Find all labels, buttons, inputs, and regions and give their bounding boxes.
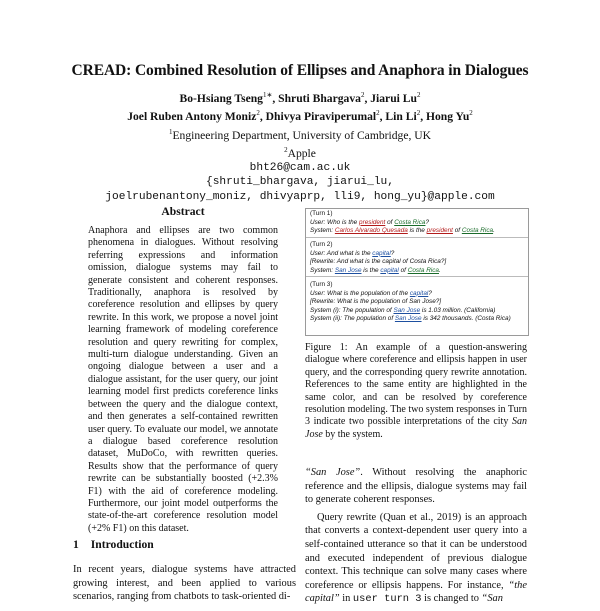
system-utterance-ii: System (ii): The population of San Jose is 342 thousands. (Costa Rica) xyxy=(310,315,511,323)
turn-label: (Turn 3) xyxy=(310,281,333,288)
system-utterance-i: System (i): The population of San Jose is 1.03 million. (California) xyxy=(310,306,496,314)
rewrite-annotation: [Rewrite: And what is the capital of Costa Rica?] xyxy=(310,258,447,266)
user-utterance: User: What is the population of the capital? xyxy=(310,289,432,297)
figure-1-dialogue xyxy=(305,208,529,336)
author-sup: 2 xyxy=(416,91,421,99)
author-sup: 2 xyxy=(360,91,365,99)
author-sup: 2 xyxy=(256,109,260,118)
system-utterance: System: San Jose is the capital of Costa Rica. xyxy=(310,266,441,274)
author-sup: 1∗ xyxy=(262,91,273,99)
author-name: Dhivya Piraviperumal xyxy=(265,110,377,124)
dialogue-turn-3 xyxy=(306,280,528,325)
section-heading xyxy=(73,538,154,551)
author-block xyxy=(0,88,600,204)
author-sep: , xyxy=(379,110,386,124)
author-name: Hong Yu xyxy=(425,110,470,124)
email-line-3: joelrubenantony_moniz, dhivyaprp, lli9, hong_yu}@apple.com xyxy=(105,190,495,203)
paper-title: CREAD: Combined Resolution of Ellipses and Anaphora in Dialogues xyxy=(71,62,529,79)
system-utterance: System: Carlos Alvarado Quesada is the president of Costa Rica. xyxy=(310,227,495,235)
author-sep: , xyxy=(364,91,371,105)
section-title: Introduction xyxy=(90,538,154,551)
author-sep: , xyxy=(272,91,279,105)
email-line-2: {shruti_bhargava, jiarui_lu, xyxy=(206,176,394,189)
section-number: 1 xyxy=(73,538,79,551)
email-line-1: bht26@cam.ac.uk xyxy=(249,162,351,175)
body-text-right xyxy=(305,466,527,611)
dialogue-turn-1 xyxy=(306,209,528,238)
paragraph: Query rewrite (Quan et al., 2019) is an approach that converts a context-dependent user query into a self-contained utterance so that it can be understood and executed independent of previous dialogue context. This technique can solve many cases where coreference or ellipsis happens. For instance, “the capital” in user turn 3 is changed to “San xyxy=(305,511,527,606)
affiliation-2: $^2$Apple xyxy=(284,145,316,160)
author-name: Bo-Hsiang Tseng xyxy=(179,91,263,105)
paragraph: “San Jose”. Without resolving the anaphoric reference and the ellipsis, dialogue systems may fail to generate coherent responses. xyxy=(305,467,527,506)
turn-label: (Turn 2) xyxy=(310,241,333,248)
author-sup: 2 xyxy=(416,109,421,118)
rewrite-annotation: [Rewrite: What is the population of San Jose?] xyxy=(310,298,442,306)
turn-label: (Turn 1) xyxy=(310,210,333,217)
user-utterance: User: Who is the president of Costa Rica? xyxy=(310,218,430,226)
dialogue-turn-2 xyxy=(306,240,528,277)
user-utterance: User: And what is the capital? xyxy=(310,249,395,257)
author-line-2 xyxy=(0,106,600,124)
abstract-heading: Abstract xyxy=(161,205,205,218)
author-name: Lin Li xyxy=(385,110,417,124)
author-name: Joel Ruben Antony Moniz xyxy=(127,110,257,124)
author-line-1 xyxy=(0,88,600,106)
author-sup: 2 xyxy=(376,109,380,118)
author-sep: , xyxy=(420,110,426,124)
author-sep: , xyxy=(259,110,266,124)
intro-text: In recent years, dialogue systems have attracted growing interest, and been applied to various scenarios, ranging from chatbots to task-oriented di- xyxy=(73,564,296,603)
author-name: Jiarui Lu xyxy=(370,91,417,105)
affiliation-1: $^1$Engineering Department, University of Cambridge, UK xyxy=(168,127,432,142)
abstract-text: Anaphora and ellipses are two common phenomena in dialogues. Without resolving referring expressions and information omission, dialogue systems may fail to generate consistent and coherent responses. Traditionally, anaphora is resolved by coreference resolution and ellipses by query rewrite. In this work, we propose a novel joint learning framework of modeling coreference resolution and query rewriting for complex, multi-turn dialogue understanding. Given an ongoing dialogue between a user and a dialogue assistant, for the user query, our joint learning model first predicts coreference links between the query and the dialogue context, and then generates a self-contained rewritten user query. To evaluate our model, we annotate a dialogue based coreference resolution dataset, MuDoCo, with rewritten queries. Results show that the performance of query rewrite can be substantially boosted (+2.3% F1) with the aid of coreference modeling. Furthermore, our joint model outperforms the state-of-the-art coreference resolution model (+2% F1) on this dataset. xyxy=(88,225,278,534)
author-name: Shruti Bhargava xyxy=(278,91,361,105)
author-sup: 2 xyxy=(469,109,473,118)
figure-caption: Figure 1: An example of a question-answering dialogue where coreference and ellipsis happen in user query, and the corresponding query rewrite annotation. References to the same entity are highlighted in the same color, and can be resolved by coreference resolution modeling. The two system responses in Turn 3 indicate two possible interpretations of the city San Jose by the system. xyxy=(305,342,527,440)
